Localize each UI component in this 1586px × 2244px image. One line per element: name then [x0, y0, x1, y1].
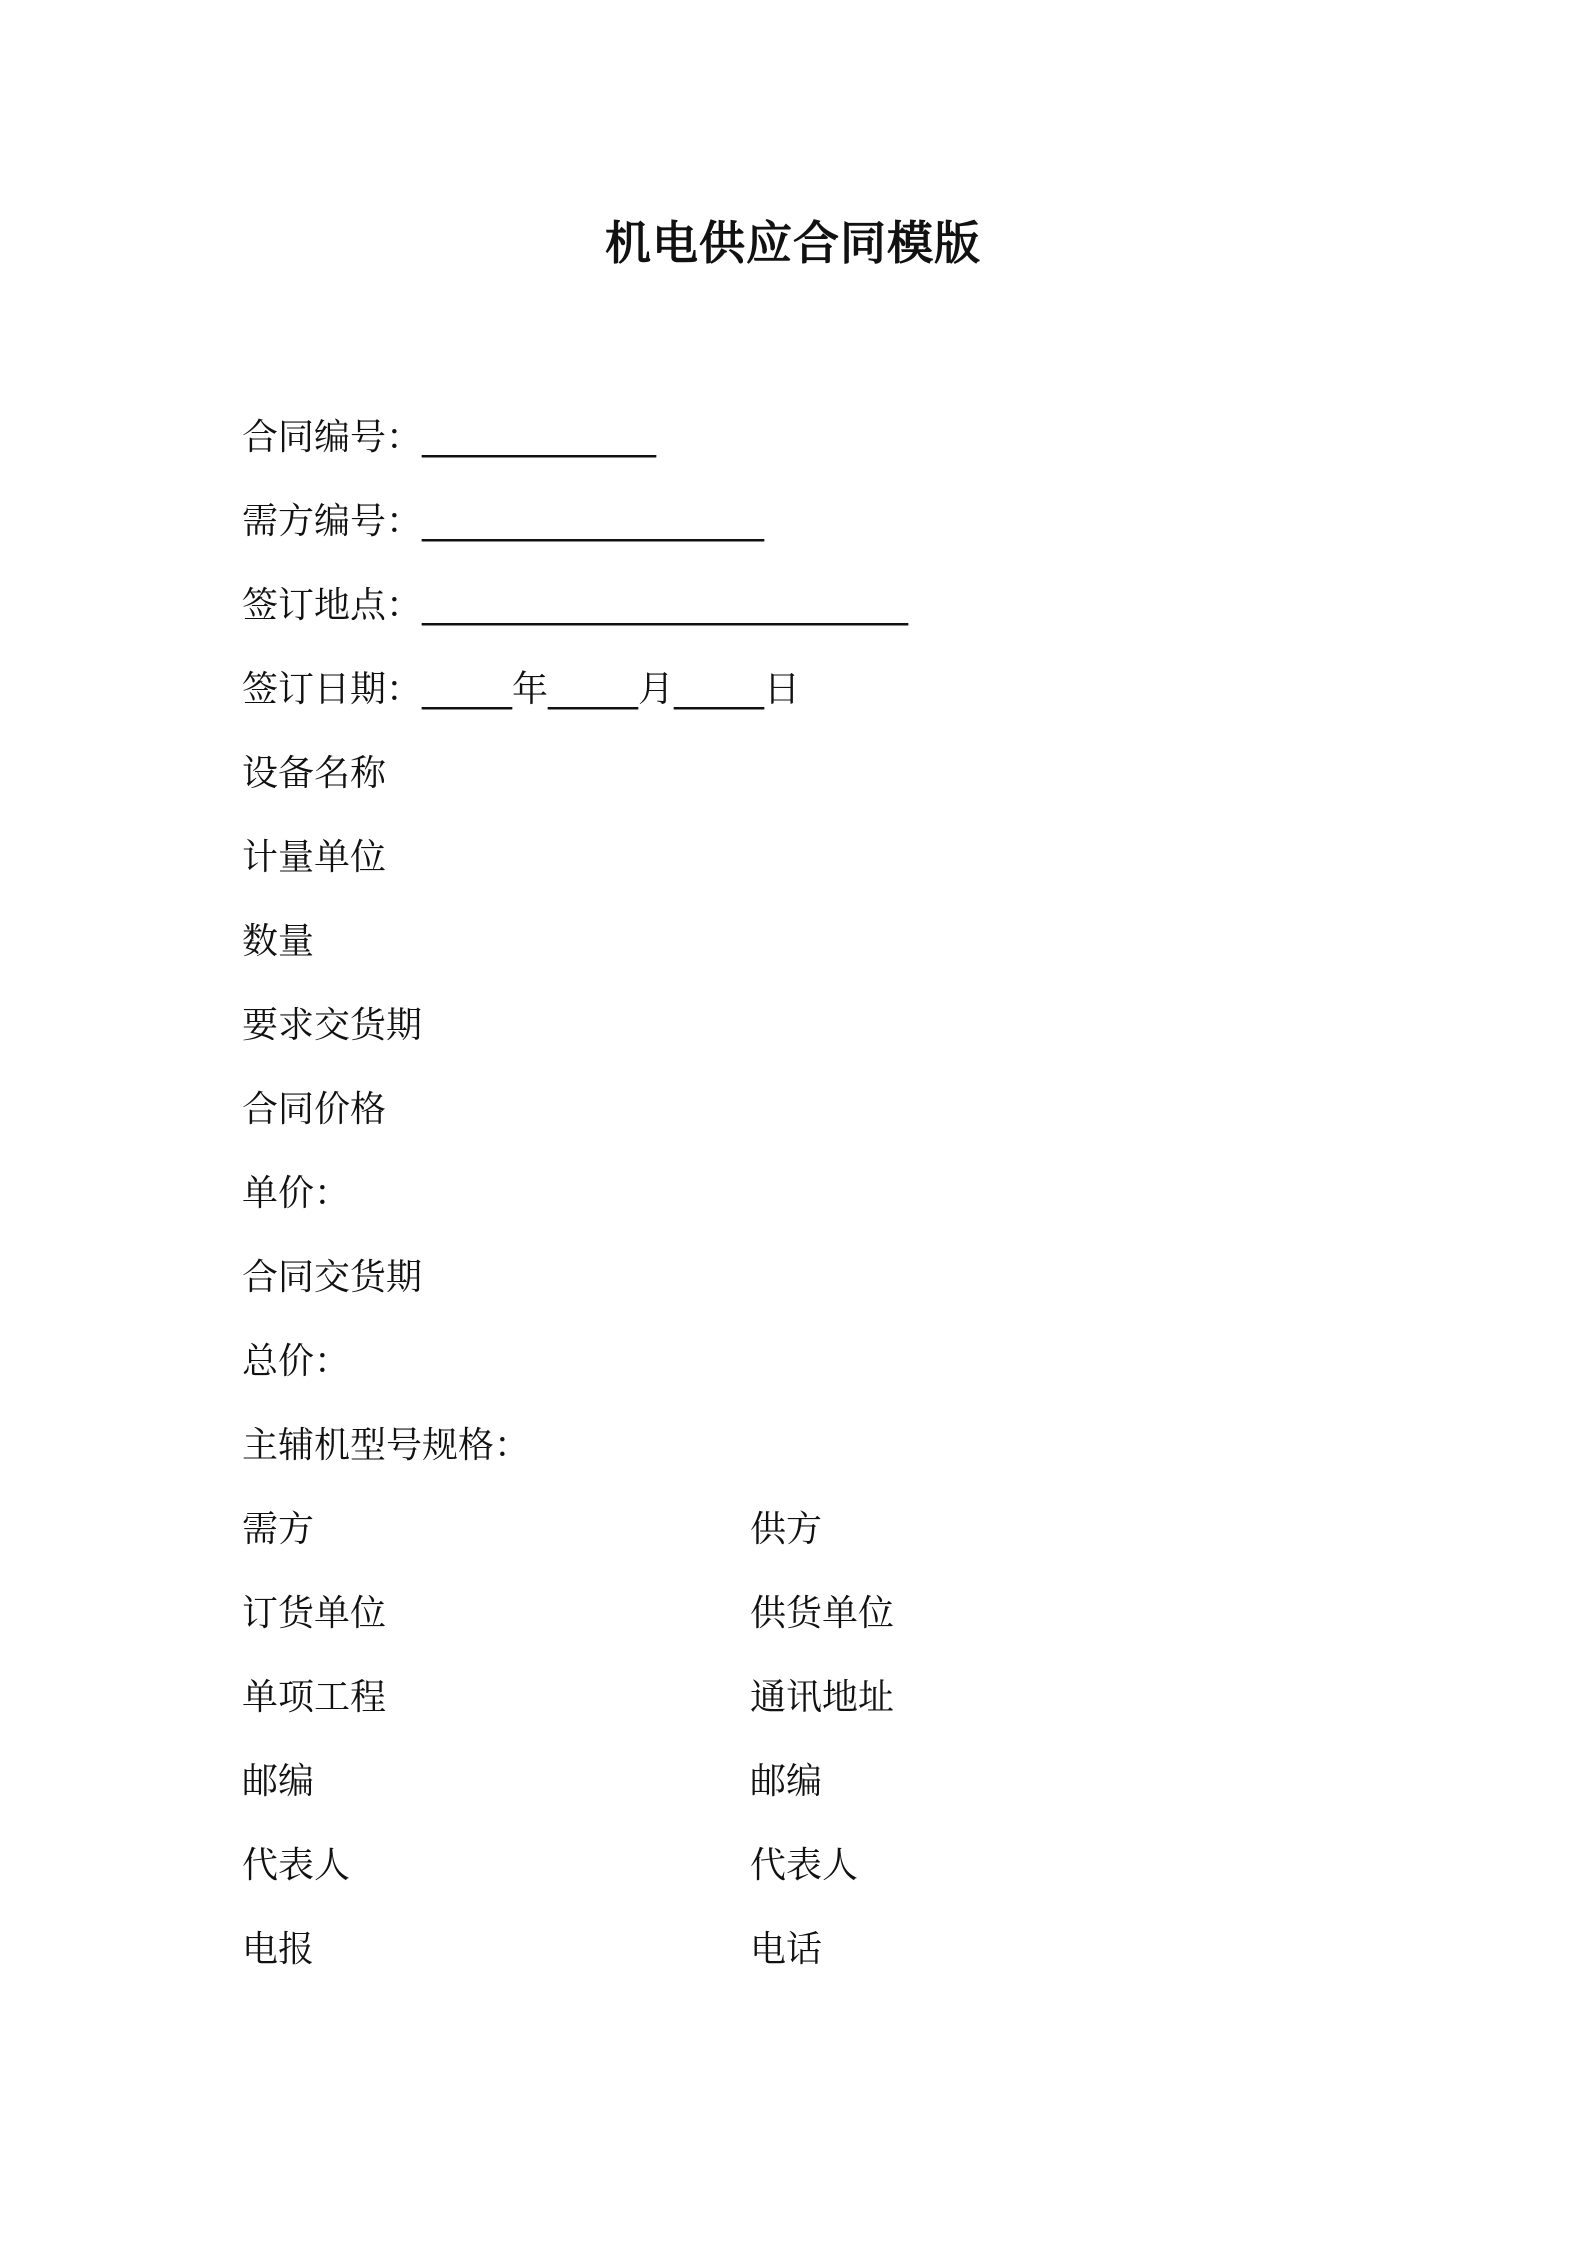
supplier-address: 通讯地址	[750, 1677, 895, 1718]
item-unit-of-measure: 计量单位	[242, 837, 387, 878]
date-month-unit: 月	[638, 669, 675, 710]
buyer-number-field	[242, 498, 764, 546]
signing-date-field	[242, 666, 800, 714]
supplier-representative: 代表人	[750, 1845, 859, 1886]
date-year-unit: 年	[512, 669, 549, 710]
item-unit-price: 单价：	[242, 1173, 351, 1214]
supplier-postcode: 邮编	[750, 1761, 823, 1802]
buyer-project: 单项工程	[242, 1677, 387, 1718]
date-year-blank: _____	[422, 669, 513, 710]
supplier-heading: 供方	[750, 1509, 823, 1550]
item-model-spec: 主辅机型号规格：	[242, 1425, 531, 1466]
signing-place-label: 签订地点：	[242, 585, 423, 626]
buyer-telegram: 电报	[242, 1929, 315, 1970]
contract-number-label: 合同编号：	[242, 417, 423, 458]
item-contract-price: 合同价格	[242, 1089, 387, 1130]
buyer-postcode: 邮编	[242, 1761, 315, 1802]
buyer-heading: 需方	[242, 1509, 315, 1550]
signing-date-label: 签订日期：	[242, 669, 423, 710]
item-total-price: 总价：	[242, 1341, 351, 1382]
buyer-number-label: 需方编号：	[242, 501, 423, 542]
item-quantity: 数量	[242, 921, 315, 962]
date-day-blank: _____	[674, 669, 765, 710]
item-required-delivery: 要求交货期	[242, 1005, 423, 1046]
item-equipment-name: 设备名称	[242, 753, 387, 794]
supplier-telephone: 电话	[750, 1929, 823, 1970]
item-contract-delivery: 合同交货期	[242, 1257, 423, 1298]
buyer-ordering-unit: 订货单位	[242, 1593, 387, 1634]
date-month-blank: _____	[548, 669, 639, 710]
buyer-number-blank: ___________________	[422, 501, 765, 542]
contract-number-field	[242, 414, 656, 462]
signing-place-blank: ___________________________	[422, 585, 909, 626]
date-day-unit: 日	[764, 669, 801, 710]
supplier-supplying-unit: 供货单位	[750, 1593, 895, 1634]
contract-number-blank: _____________	[422, 417, 657, 458]
signing-place-field	[242, 582, 908, 630]
document-title: 机电供应合同模版	[605, 216, 981, 270]
buyer-representative: 代表人	[242, 1845, 351, 1886]
